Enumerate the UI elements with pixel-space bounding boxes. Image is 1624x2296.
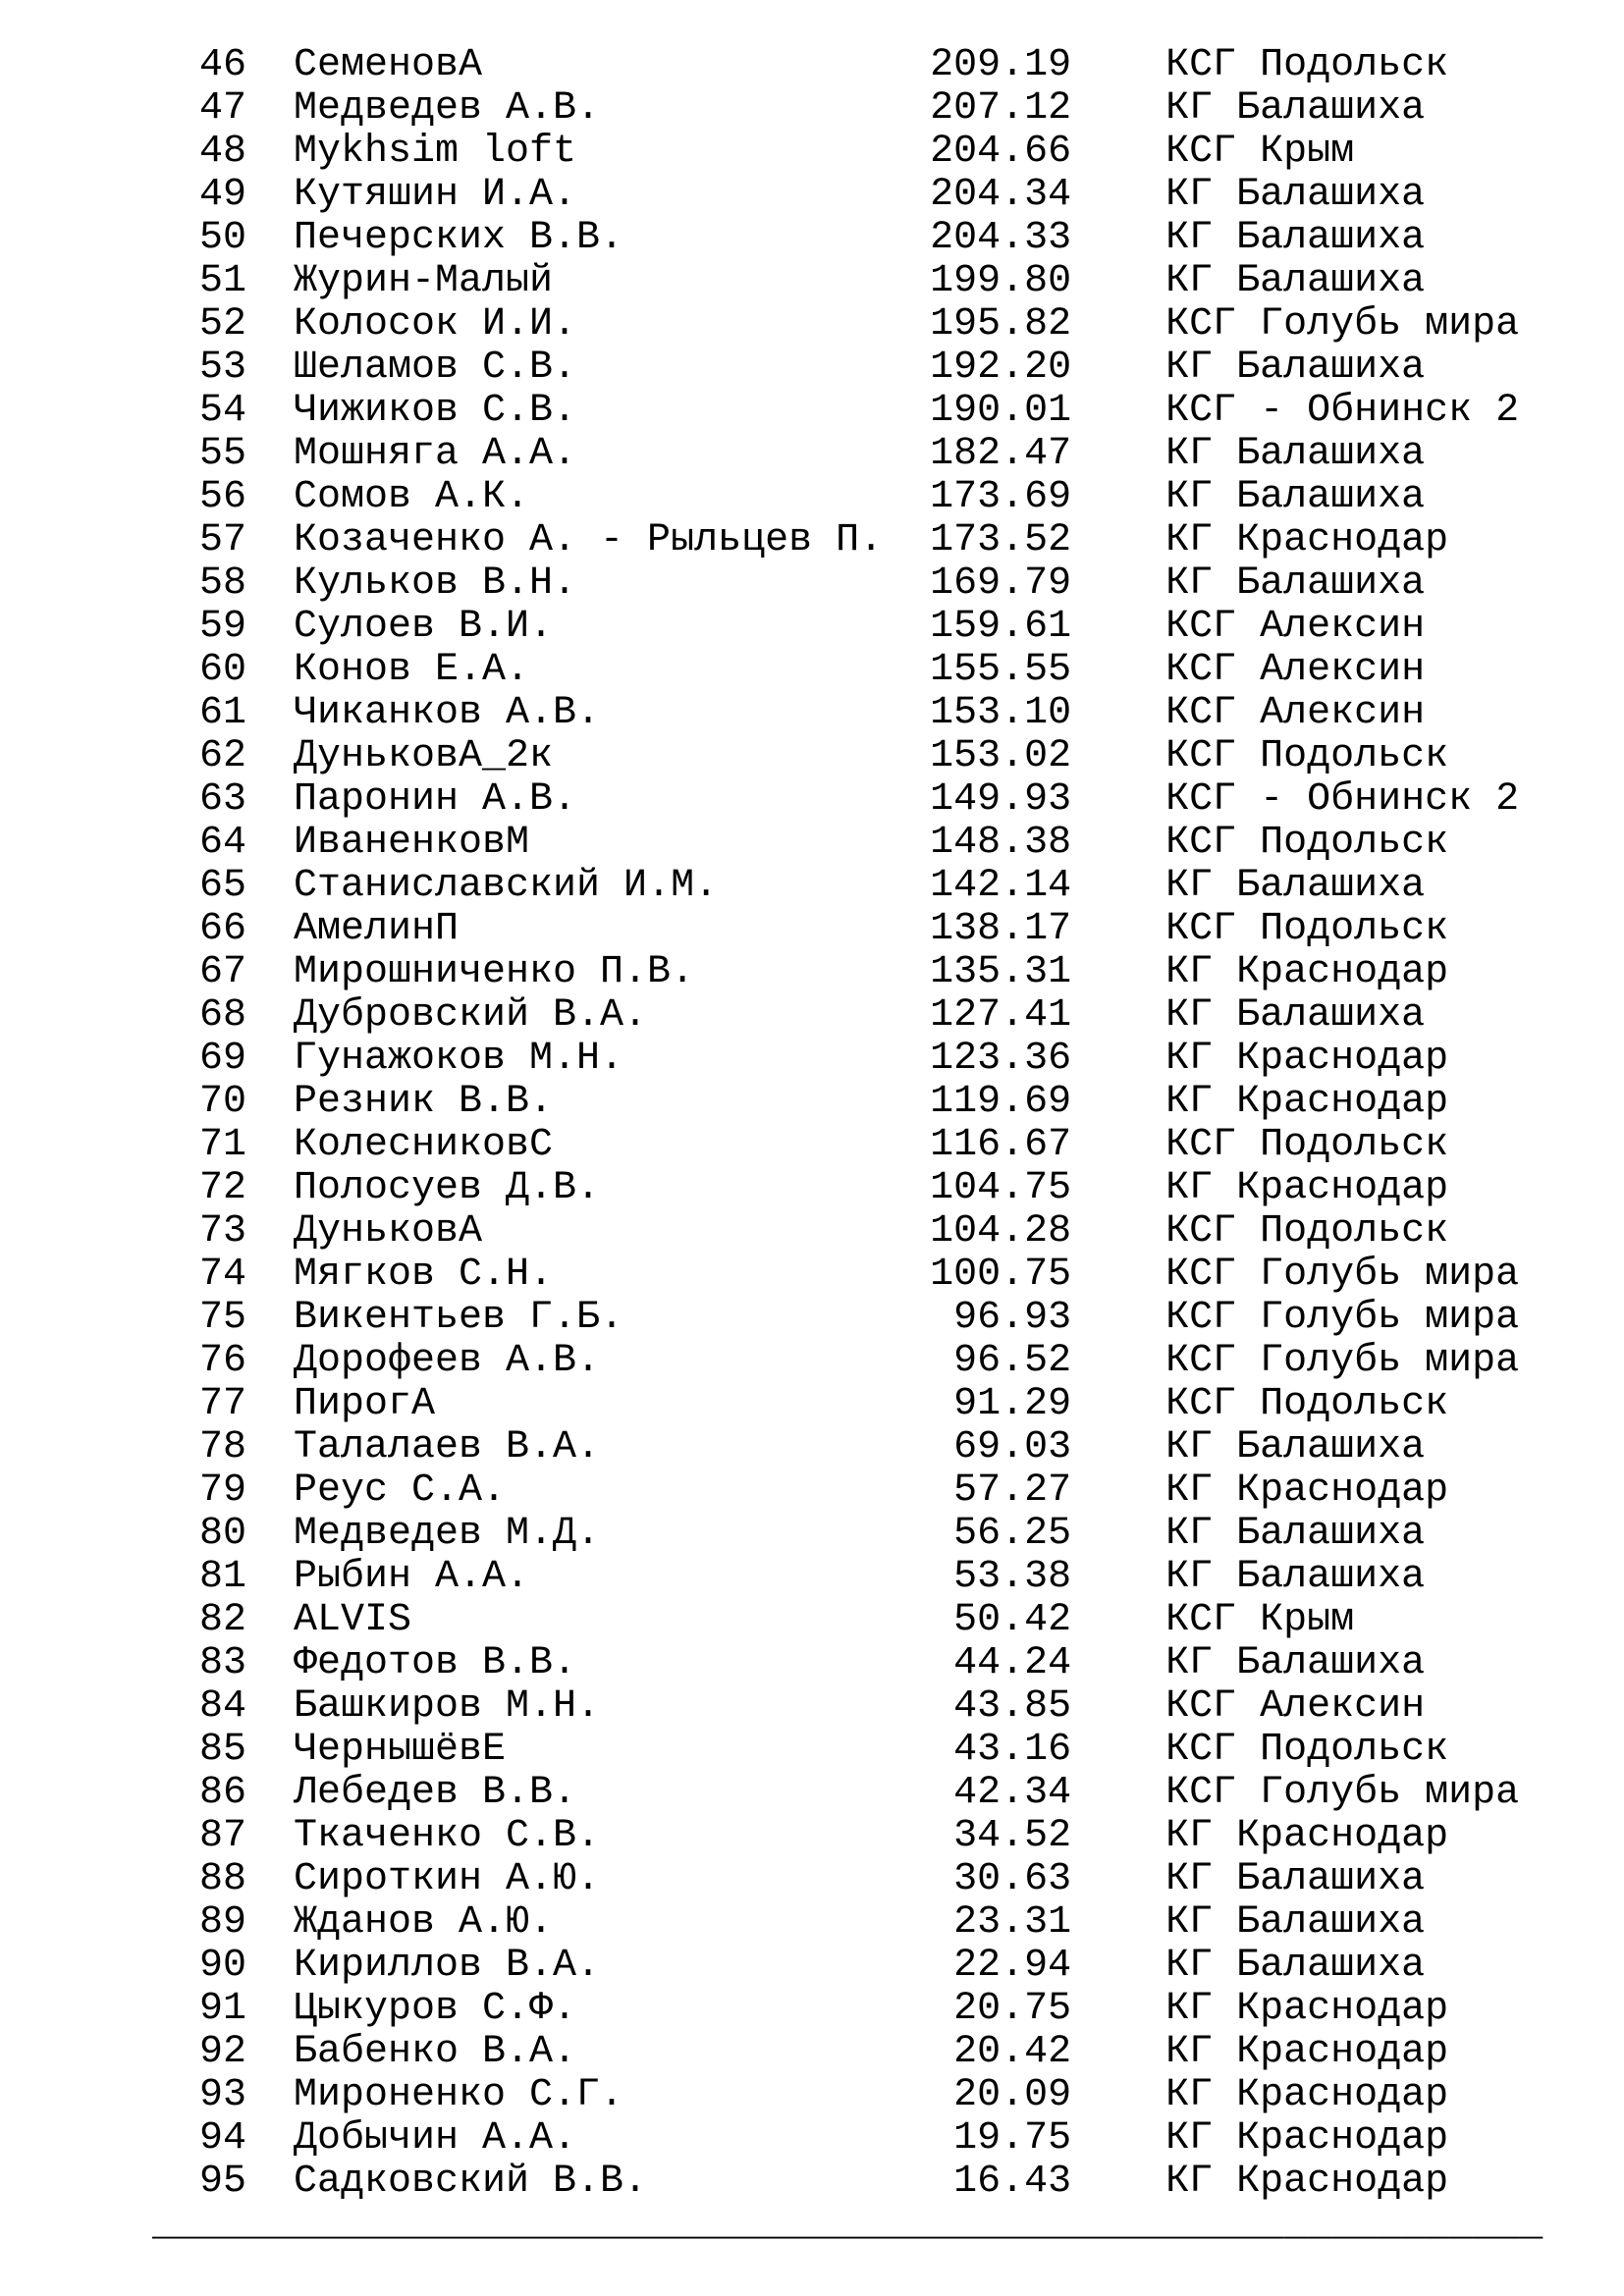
participant-name-cell: Дорофеев А.В.: [294, 1339, 601, 1383]
participant-name-cell: Чижиков С.В.: [294, 389, 577, 433]
score-cell: 50.42: [953, 1598, 1072, 1642]
rank-cell: 90: [199, 1944, 247, 1988]
table-row: [152, 1945, 1624, 1988]
score-cell: 20.09: [953, 2073, 1072, 2117]
participant-name-cell: Кульков В.Н.: [294, 561, 577, 606]
table-row: [152, 1988, 1624, 2031]
club-cell: КГ Краснодар: [1165, 2116, 1449, 2161]
rank-cell: 63: [199, 777, 247, 822]
participant-name-cell: Добычин А.А.: [294, 2116, 577, 2161]
table-row: [152, 865, 1624, 908]
score-cell: 123.36: [930, 1037, 1072, 1081]
participant-name-cell: Шеламов С.В.: [294, 346, 577, 390]
score-cell: 153.02: [930, 734, 1072, 778]
club-cell: КСГ - Обнинск 2: [1165, 389, 1520, 433]
rank-cell: 85: [199, 1728, 247, 1772]
club-cell: КГ Балашиха: [1165, 864, 1426, 908]
table-row: [152, 44, 1624, 87]
participant-name-cell: Федотов В.В.: [294, 1641, 577, 1685]
participant-name-cell: Mykhsim loft: [294, 130, 577, 174]
score-cell: 209.19: [930, 43, 1072, 87]
participant-name-cell: Гунажоков М.Н.: [294, 1037, 624, 1081]
club-cell: КГ Краснодар: [1165, 518, 1449, 562]
rank-cell: 58: [199, 561, 247, 606]
rank-cell: 59: [199, 605, 247, 649]
score-cell: 127.41: [930, 993, 1072, 1038]
rank-cell: 57: [199, 518, 247, 562]
club-cell: КСГ Крым: [1165, 1598, 1355, 1642]
table-row: [152, 1383, 1624, 1426]
participant-name-cell: Мироненко С.Г.: [294, 2073, 624, 2117]
page-bottom-separator: ___________________________________________________________: [152, 2203, 1543, 2247]
rank-cell: 95: [199, 2160, 247, 2204]
rank-cell: 53: [199, 346, 247, 390]
score-cell: 173.69: [930, 475, 1072, 519]
rank-cell: 92: [199, 2030, 247, 2074]
rank-cell: 76: [199, 1339, 247, 1383]
rank-cell: 87: [199, 1814, 247, 1858]
participant-name-cell: Резник В.В.: [294, 1080, 554, 1124]
club-cell: КСГ Алексин: [1165, 691, 1426, 735]
participant-name-cell: Медведев М.Д.: [294, 1512, 601, 1556]
club-cell: КСГ Подольск: [1165, 1123, 1449, 1167]
club-cell: КГ Балашиха: [1165, 346, 1426, 390]
rank-cell: 94: [199, 2116, 247, 2161]
score-cell: 43.16: [953, 1728, 1072, 1772]
participant-name-cell: Колосок И.И.: [294, 302, 577, 347]
table-row: [152, 1729, 1624, 1772]
score-cell: 204.34: [930, 173, 1072, 217]
table-row: [152, 1254, 1624, 1297]
rank-cell: 91: [199, 1987, 247, 2031]
results-table: [152, 44, 1624, 2204]
score-cell: 182.47: [930, 432, 1072, 476]
club-cell: КГ Балашиха: [1165, 1512, 1426, 1556]
score-cell: 116.67: [930, 1123, 1072, 1167]
table-row: [152, 1556, 1624, 1599]
rank-cell: 81: [199, 1555, 247, 1599]
participant-name-cell: Конов Е.А.: [294, 648, 530, 692]
rank-cell: 73: [199, 1209, 247, 1254]
score-cell: 135.31: [930, 950, 1072, 994]
rank-cell: 88: [199, 1857, 247, 1901]
participant-name-cell: Бабенко В.А.: [294, 2030, 577, 2074]
club-cell: КГ Балашиха: [1165, 1641, 1426, 1685]
score-cell: 56.25: [953, 1512, 1072, 1556]
table-row: [152, 2031, 1624, 2074]
club-cell: КСГ Голубь мира: [1165, 1296, 1520, 1340]
participant-name-cell: Сомов А.К.: [294, 475, 530, 519]
table-row: [152, 994, 1624, 1038]
rank-cell: 54: [199, 389, 247, 433]
club-cell: КСГ Голубь мира: [1165, 302, 1520, 347]
club-cell: КГ Краснодар: [1165, 1468, 1449, 1513]
table-row: [152, 778, 1624, 822]
score-cell: 159.61: [930, 605, 1072, 649]
participant-name-cell: Козаченко А. - Рыльцев П.: [294, 518, 884, 562]
rank-cell: 71: [199, 1123, 247, 1167]
table-row: [152, 1901, 1624, 1945]
club-cell: КГ Краснодар: [1165, 1814, 1449, 1858]
club-cell: КГ Балашиха: [1165, 432, 1426, 476]
score-cell: 142.14: [930, 864, 1072, 908]
score-cell: 190.01: [930, 389, 1072, 433]
club-cell: КСГ Подольск: [1165, 1382, 1449, 1426]
participant-name-cell: Паронин А.В.: [294, 777, 577, 822]
participant-name-cell: Мирошниченко П.В.: [294, 950, 695, 994]
club-cell: КСГ Подольск: [1165, 1209, 1449, 1254]
score-cell: 44.24: [953, 1641, 1072, 1685]
table-row: [152, 1858, 1624, 1901]
score-cell: 104.28: [930, 1209, 1072, 1254]
participant-name-cell: ALVIS: [294, 1598, 412, 1642]
participant-name-cell: СеменовА: [294, 43, 483, 87]
participant-name-cell: Медведев А.В.: [294, 86, 601, 131]
score-cell: 119.69: [930, 1080, 1072, 1124]
club-cell: КГ Балашиха: [1165, 216, 1426, 260]
participant-name-cell: Мошняга А.А.: [294, 432, 577, 476]
club-cell: КСГ Подольск: [1165, 734, 1449, 778]
rank-cell: 78: [199, 1425, 247, 1469]
club-cell: КГ Краснодар: [1165, 1166, 1449, 1210]
table-row: [152, 1469, 1624, 1513]
table-row: [152, 2074, 1624, 2117]
participant-name-cell: Реус С.А.: [294, 1468, 507, 1513]
score-cell: 43.85: [953, 1684, 1072, 1729]
rank-cell: 66: [199, 907, 247, 951]
score-cell: 148.38: [930, 821, 1072, 865]
table-row: [152, 1815, 1624, 1858]
table-row: [152, 1340, 1624, 1383]
rank-cell: 56: [199, 475, 247, 519]
table-row: [152, 131, 1624, 174]
rank-cell: 46: [199, 43, 247, 87]
table-row: [152, 2117, 1624, 2161]
table-row: [152, 822, 1624, 865]
table-row: [152, 347, 1624, 390]
club-cell: КСГ Алексин: [1165, 605, 1426, 649]
score-cell: 155.55: [930, 648, 1072, 692]
participant-name-cell: Лебедев В.В.: [294, 1771, 577, 1815]
club-cell: КГ Балашиха: [1165, 1425, 1426, 1469]
participant-name-cell: АмелинП: [294, 907, 460, 951]
club-cell: КГ Балашиха: [1165, 993, 1426, 1038]
club-cell: КСГ Голубь мира: [1165, 1339, 1520, 1383]
score-cell: 100.75: [930, 1253, 1072, 1297]
club-cell: КСГ Подольск: [1165, 907, 1449, 951]
score-cell: 138.17: [930, 907, 1072, 951]
participant-name-cell: Печерских В.В.: [294, 216, 624, 260]
score-cell: 53.38: [953, 1555, 1072, 1599]
rank-cell: 93: [199, 2073, 247, 2117]
participant-name-cell: Ткаченко С.В.: [294, 1814, 601, 1858]
score-cell: 173.52: [930, 518, 1072, 562]
participant-name-cell: Цыкуров С.Ф.: [294, 1987, 577, 2031]
rank-cell: 60: [199, 648, 247, 692]
table-row: [152, 476, 1624, 519]
score-cell: 104.75: [930, 1166, 1072, 1210]
participant-name-cell: Башкиров М.Н.: [294, 1684, 601, 1729]
participant-name-cell: Сироткин А.Ю.: [294, 1857, 601, 1901]
rank-cell: 61: [199, 691, 247, 735]
club-cell: КГ Краснодар: [1165, 1037, 1449, 1081]
score-cell: 195.82: [930, 302, 1072, 347]
club-cell: КГ Балашиха: [1165, 259, 1426, 303]
participant-name-cell: Дубровский В.А.: [294, 993, 648, 1038]
participant-name-cell: ПирогА: [294, 1382, 436, 1426]
rank-cell: 49: [199, 173, 247, 217]
club-cell: КГ Краснодар: [1165, 2030, 1449, 2074]
table-row: [152, 87, 1624, 131]
rank-cell: 89: [199, 1900, 247, 1945]
score-cell: 30.63: [953, 1857, 1072, 1901]
table-row: [152, 217, 1624, 260]
club-cell: КГ Балашиха: [1165, 1555, 1426, 1599]
club-cell: КСГ Крым: [1165, 130, 1355, 174]
rank-cell: 48: [199, 130, 247, 174]
club-cell: КГ Краснодар: [1165, 2073, 1449, 2117]
club-cell: КГ Балашиха: [1165, 173, 1426, 217]
score-cell: 199.80: [930, 259, 1072, 303]
club-cell: КСГ Голубь мира: [1165, 1771, 1520, 1815]
score-cell: 204.66: [930, 130, 1072, 174]
table-row: [152, 260, 1624, 303]
table-row: [152, 2161, 1624, 2204]
score-cell: 96.52: [953, 1339, 1072, 1383]
rank-cell: 68: [199, 993, 247, 1038]
rank-cell: 50: [199, 216, 247, 260]
participant-name-cell: Журин-Малый: [294, 259, 554, 303]
table-row: [152, 1685, 1624, 1729]
table-row: [152, 908, 1624, 951]
participant-name-cell: Викентьев Г.Б.: [294, 1296, 624, 1340]
club-cell: КГ Краснодар: [1165, 1987, 1449, 2031]
score-cell: 91.29: [953, 1382, 1072, 1426]
participant-name-cell: КолесниковС: [294, 1123, 554, 1167]
rank-cell: 86: [199, 1771, 247, 1815]
rank-cell: 52: [199, 302, 247, 347]
participant-name-cell: Жданов А.Ю.: [294, 1900, 554, 1945]
table-row: [152, 649, 1624, 692]
table-row: [152, 692, 1624, 735]
rank-cell: 67: [199, 950, 247, 994]
score-cell: 42.34: [953, 1771, 1072, 1815]
participant-name-cell: ИваненковМ: [294, 821, 530, 865]
rank-cell: 62: [199, 734, 247, 778]
club-cell: КГ Краснодар: [1165, 950, 1449, 994]
table-row: [152, 1124, 1624, 1167]
score-cell: 149.93: [930, 777, 1072, 822]
score-cell: 96.93: [953, 1296, 1072, 1340]
club-cell: КСГ - Обнинск 2: [1165, 777, 1520, 822]
rank-cell: 75: [199, 1296, 247, 1340]
club-cell: КГ Балашиха: [1165, 1900, 1426, 1945]
score-cell: 57.27: [953, 1468, 1072, 1513]
score-cell: 23.31: [953, 1900, 1072, 1945]
table-row: [152, 433, 1624, 476]
participant-name-cell: Талалаев В.А.: [294, 1425, 601, 1469]
table-row: [152, 1167, 1624, 1210]
participant-name-cell: Рыбин А.А.: [294, 1555, 530, 1599]
participant-name-cell: Полосуев Д.В.: [294, 1166, 601, 1210]
participant-name-cell: Кутяшин И.А.: [294, 173, 577, 217]
score-cell: 192.20: [930, 346, 1072, 390]
participant-name-cell: Сулоев В.И.: [294, 605, 554, 649]
participant-name-cell: ДуньковА_2к: [294, 734, 554, 778]
club-cell: КСГ Подольск: [1165, 821, 1449, 865]
table-row: [152, 1772, 1624, 1815]
score-cell: 34.52: [953, 1814, 1072, 1858]
rank-cell: 82: [199, 1598, 247, 1642]
table-row: [152, 1642, 1624, 1685]
club-cell: КСГ Подольск: [1165, 43, 1449, 87]
score-cell: 16.43: [953, 2160, 1072, 2204]
club-cell: КСГ Подольск: [1165, 1728, 1449, 1772]
participant-name-cell: ДуньковА: [294, 1209, 483, 1254]
club-cell: КСГ Алексин: [1165, 1684, 1426, 1729]
participant-name-cell: Чиканков А.В.: [294, 691, 601, 735]
table-row: [152, 1081, 1624, 1124]
club-cell: КГ Балашиха: [1165, 86, 1426, 131]
score-cell: 20.75: [953, 1987, 1072, 2031]
rank-cell: 47: [199, 86, 247, 131]
table-row: [152, 303, 1624, 347]
score-cell: 153.10: [930, 691, 1072, 735]
score-cell: 207.12: [930, 86, 1072, 131]
rank-cell: 79: [199, 1468, 247, 1513]
table-row: [152, 1210, 1624, 1254]
score-cell: 169.79: [930, 561, 1072, 606]
club-cell: КСГ Алексин: [1165, 648, 1426, 692]
club-cell: КГ Балашиха: [1165, 1944, 1426, 1988]
table-row: [152, 174, 1624, 217]
table-row: [152, 519, 1624, 562]
rank-cell: 74: [199, 1253, 247, 1297]
rank-cell: 64: [199, 821, 247, 865]
rank-cell: 80: [199, 1512, 247, 1556]
club-cell: КГ Балашиха: [1165, 561, 1426, 606]
rank-cell: 55: [199, 432, 247, 476]
table-row: [152, 1513, 1624, 1556]
score-cell: 204.33: [930, 216, 1072, 260]
rank-cell: 77: [199, 1382, 247, 1426]
table-row: [152, 1426, 1624, 1469]
participant-name-cell: Станиславский И.М.: [294, 864, 719, 908]
rank-cell: 83: [199, 1641, 247, 1685]
club-cell: КГ Балашиха: [1165, 475, 1426, 519]
participant-name-cell: Садковский В.В.: [294, 2160, 648, 2204]
participant-name-cell: Мягков С.Н.: [294, 1253, 554, 1297]
table-row: [152, 562, 1624, 606]
rank-cell: 84: [199, 1684, 247, 1729]
table-row: [152, 1599, 1624, 1642]
rank-cell: 72: [199, 1166, 247, 1210]
score-cell: 69.03: [953, 1425, 1072, 1469]
rank-cell: 65: [199, 864, 247, 908]
score-cell: 19.75: [953, 2116, 1072, 2161]
rank-cell: 69: [199, 1037, 247, 1081]
table-row: [152, 1297, 1624, 1340]
rank-cell: 51: [199, 259, 247, 303]
rank-cell: 70: [199, 1080, 247, 1124]
score-cell: 20.42: [953, 2030, 1072, 2074]
club-cell: КГ Краснодар: [1165, 1080, 1449, 1124]
table-row: [152, 735, 1624, 778]
table-row: [152, 390, 1624, 433]
score-cell: 22.94: [953, 1944, 1072, 1988]
table-row: [152, 951, 1624, 994]
club-cell: КГ Балашиха: [1165, 1857, 1426, 1901]
club-cell: КГ Краснодар: [1165, 2160, 1449, 2204]
participant-name-cell: ЧернышёвЕ: [294, 1728, 507, 1772]
participant-name-cell: Кириллов В.А.: [294, 1944, 601, 1988]
table-row: [152, 1038, 1624, 1081]
table-row: [152, 606, 1624, 649]
club-cell: КСГ Голубь мира: [1165, 1253, 1520, 1297]
